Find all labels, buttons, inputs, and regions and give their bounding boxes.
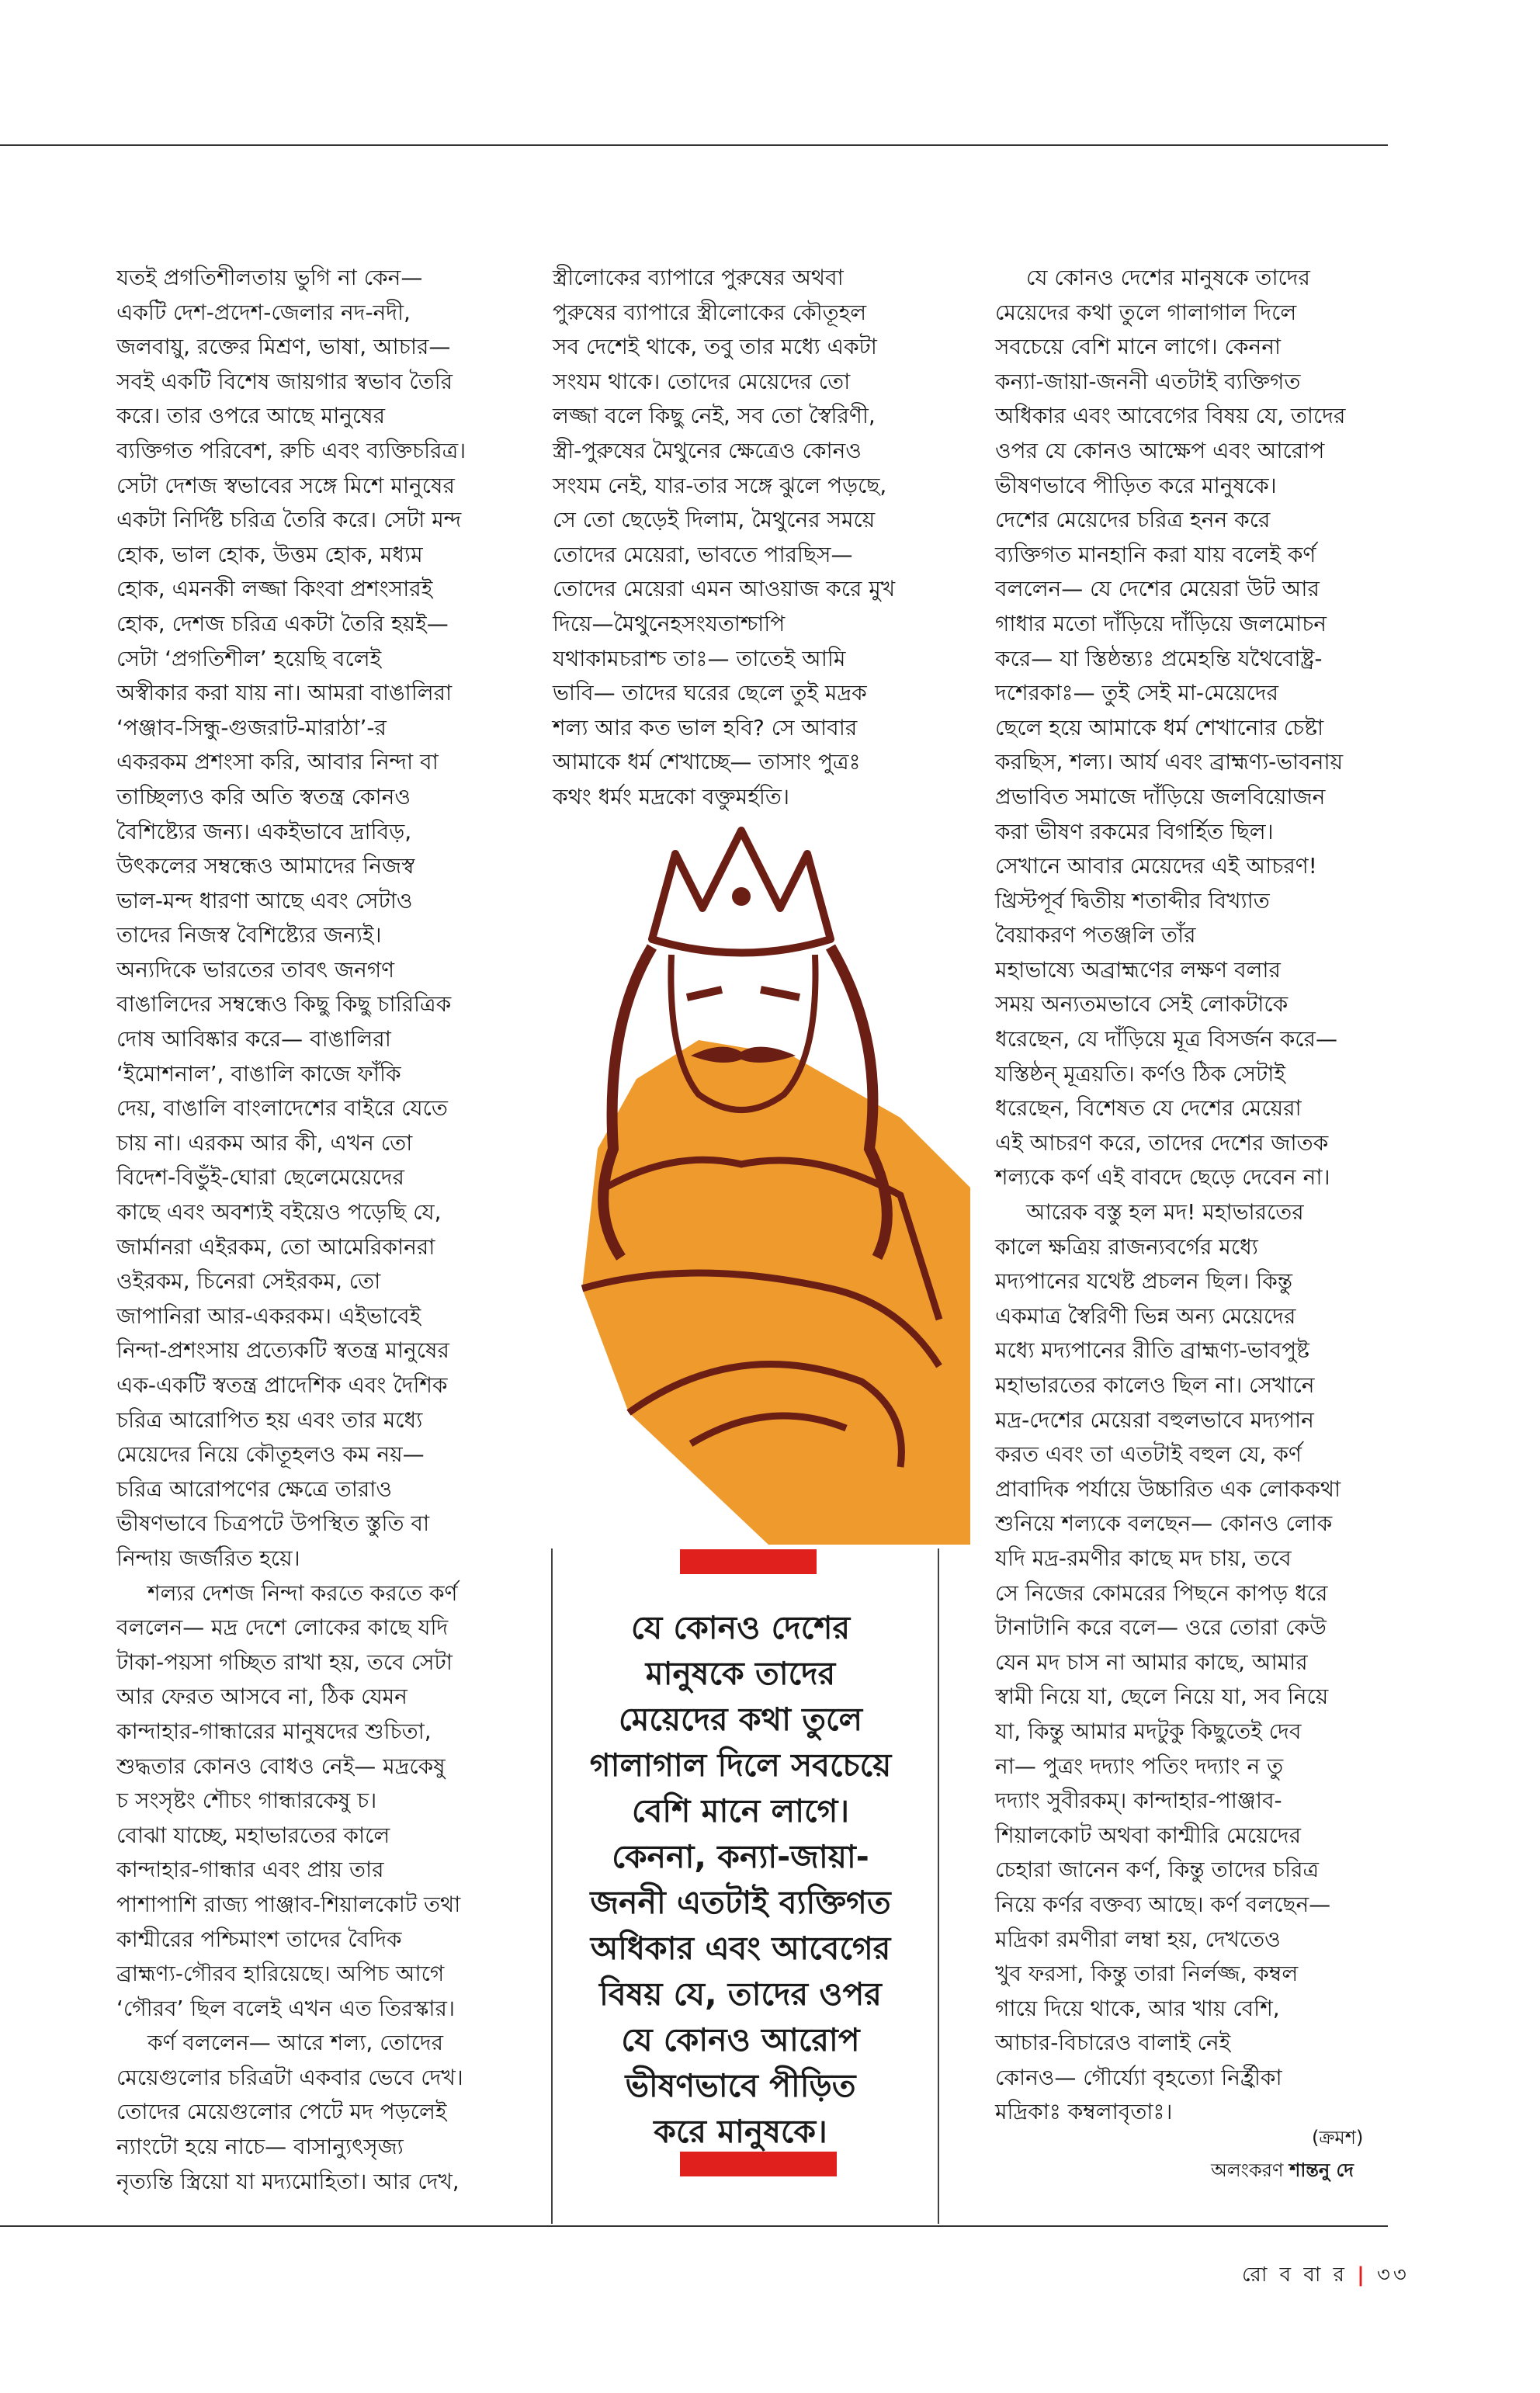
column-divider-left (551, 1549, 553, 2224)
article-line: সব দেশেই থাকে, তবু তার মধ্যে একটা (553, 334, 877, 360)
pullquote-line: গালাগাল দিলে সবচেয়ে (589, 1746, 892, 1784)
article-line: দশেরকাঃ— তুই সেই মা-মেয়েদের (995, 680, 1279, 706)
magazine-name: রো ব বা র (1242, 2263, 1348, 2287)
article-line: ভাল-মন্দ ধারণা আছে এবং সেটাও (116, 887, 413, 914)
article-line: স্বামী নিয়ে যা, ছেলে নিয়ে যা, সব নিয়ে (995, 1684, 1329, 1710)
page-footer (1242, 2259, 1410, 2293)
article-line: ভাবি— তাদের ঘরের ছেলে তুই মদ্রক (553, 680, 867, 706)
article-line: চ সংসৃষ্টং শৌচং গান্ধারকেষু চ। (116, 1788, 377, 1814)
page-number: ৩৩ (1377, 2263, 1410, 2287)
article-line: কাছে এবং অবশ্যই বইয়েও পড়েছি যে, (116, 1199, 442, 1226)
pullquote-red-bar-top (680, 1549, 817, 1574)
crowned-warrior-illustration (536, 823, 970, 1545)
article-line: উৎকলের সম্বন্ধেও আমাদের নিজস্ব (116, 853, 415, 879)
article-line: যে কোনও দেশের মানুষকে তাদের (1026, 265, 1310, 290)
article-line: ‘গৌরব’ ছিল বলেই এখন এত তিরস্কার। (116, 1995, 455, 2021)
article-line: কান্দাহার-গান্ধার এবং প্রায় তার (116, 1857, 384, 1883)
article-line: স্ত্রীলোকের ব্যাপারে পুরুষের অথবা (553, 265, 844, 290)
article-line: বোঝা যাচ্ছে, মহাভারতের কালে (116, 1822, 390, 1848)
illustration-orange-body (582, 1040, 970, 1545)
article-line: ব্রাহ্মণ্য-গৌরব হারিয়েছে। অপিচ আগে (116, 1961, 445, 1987)
article-line: কালে ক্ষত্রিয় রাজন্যবর্গের মধ্যে (995, 1233, 1258, 1260)
article-line: খ্রিস্টপূর্ব দ্বিতীয় শতাব্দীর বিখ্যাত (995, 887, 1270, 914)
illustration-credit (1211, 2156, 1354, 2187)
article-line: যদি মদ্র-রমণীর কাছে মদ চায়, তবে (995, 1545, 1292, 1571)
article-line: আমাকে ধর্ম শেখাচ্ছে— তাসাং পুত্রঃ (553, 749, 861, 775)
pullquote-line: মানুষকে তাদের (645, 1655, 836, 1692)
pullquote-line: মেয়েদের কথা তুলে (618, 1701, 863, 1738)
article-line: জাপানিরা আর-একরকম। এইভাবেই (116, 1302, 421, 1329)
article-line: পুরুষের ব্যাপারে স্ত্রীলোকের কৌতূহল (553, 299, 867, 325)
article-line: মেয়েদের নিয়ে কৌতূহলও কম নয়— (116, 1441, 425, 1468)
article-line: চরিত্র আরোপিত হয় এবং তার মধ্যে (116, 1406, 423, 1433)
article-line: কন্যা-জায়া-জননী এতটাই ব্যক্তিগত (995, 368, 1301, 394)
pullquote (578, 1605, 904, 2155)
pullquote-line: যে কোনও দেশের (630, 1609, 851, 1646)
article-line: ব্যক্তিগত মানহানি করা যায় বলেই কর্ণ (995, 541, 1316, 567)
article-line: ‘পঞ্জাব-সিন্ধু-গুজরাট-মারাঠা’-র (116, 714, 387, 740)
article-line: যতই প্রগতিশীলতায় ভুগি না কেন— (116, 265, 423, 290)
article-line: তোদের মেয়েগুলোর পেটে মদ পড়লেই (116, 2099, 447, 2125)
article-line: বললেন— মদ্র দেশে লোকের কাছে যদি (116, 1614, 449, 1641)
article-line: প্রভাবিত সমাজে দাঁড়িয়ে জলবিয়োজন (995, 783, 1326, 810)
article-line: মধ্যে মদ্যপানের রীতি ব্রাহ্মণ্য-ভাবপুষ্ট (995, 1337, 1309, 1364)
article-line: তাচ্ছিল্যও করি অতি স্বতন্ত্র কোনও (116, 783, 411, 810)
article-line: করছিস, শল্য। আর্য এবং ব্রাহ্মণ্য-ভাবনায় (995, 749, 1344, 775)
article-line: করে। তার ওপরে আছে মানুষের (116, 403, 386, 429)
continued-label: (ক্রমশ) (1312, 2127, 1364, 2148)
article-line: সংযম থাকে। তোদের মেয়েদের তো (553, 368, 851, 394)
article-line: ন্যাংটো হয়ে নাচে— বাসান্যুৎসৃজ্য (116, 2134, 404, 2160)
article-line: সংযম নেই, যার-তার সঙ্গে ঝুলে পড়ছে, (553, 472, 887, 498)
article-line: ওপর যে কোনও আক্ষেপ এবং আরোপ (995, 437, 1325, 463)
top-rule (0, 144, 1388, 146)
article-line: চায় না। এরকম আর কী, এখন তো (116, 1129, 413, 1156)
article-line: তাদের নিজস্ব বৈশিষ্ট্যের জন্যই। (116, 922, 382, 949)
article-line: একটি দেশ-প্রদেশ-জেলার নদ-নদী, (116, 299, 411, 325)
article-line: সেটা ‘প্রগতিশীল’ হয়েছি বলেই (116, 645, 382, 671)
column-divider-right (938, 1549, 939, 2224)
article-line: মদ্রিকাঃ কম্বলাবৃতাঃ। (995, 2099, 1173, 2125)
article-line: শুদ্ধতার কোনও বোধও নেই— মদ্রকেষু (116, 1753, 446, 1779)
article-line: সময় অন্যতমভাবে সেই লোকটাকে (995, 991, 1289, 1018)
article-line: মদ্যপানের যথেষ্ট প্রচলন ছিল। কিন্তু (995, 1268, 1293, 1295)
article-line: একমাত্র স্বৈরিণী ভিন্ন অন্য মেয়েদের (995, 1302, 1296, 1329)
credit-artist: শান্তনু দে (1289, 2159, 1354, 2181)
pullquote-red-bar-bottom (680, 2152, 837, 2176)
article-line: নিয়ে কর্ণর বক্তব্য আছে। কর্ণ বলছেন— (995, 1891, 1331, 1917)
article-line: গায়ে দিয়ে থাকে, আর খায় বেশি, (995, 1995, 1280, 2021)
article-line: অন্যদিকে ভারতের তাবৎ জনগণ (116, 956, 395, 983)
article-line: চরিত্র আরোপণের ক্ষেত্রে তারাও (116, 1476, 392, 1502)
article-line: তোদের মেয়েরা এমন আওয়াজ করে মুখ (553, 576, 896, 602)
article-line: হোক, দেশজ চরিত্র একটা তৈরি হয়ই— (116, 610, 449, 636)
article-line: দিয়ে—মৈথুনেহসংযতাশ্চাপি (553, 610, 786, 636)
article-line: ব্যক্তিগত পরিবেশ, রুচি এবং ব্যক্তিচরিত্র। (116, 437, 467, 463)
pullquote-line: কেননা, কন্যা-জায়া- (612, 1838, 869, 1875)
article-line: শিয়ালকোট অথবা কাশ্মীরি মেয়েদের (995, 1822, 1302, 1848)
article-line: সে নিজের কোমরের পিছনে কাপড় ধরে (995, 1580, 1328, 1606)
article-line: অধিকার এবং আবেগের বিষয় যে, তাদের (995, 403, 1346, 429)
article-line: কোনও— গৌর্য্যো বৃহত্যো নির্হ্রীকা (995, 2064, 1282, 2090)
article-line: মেয়েগুলোর চরিত্রটা একবার ভেবে দেখ। (116, 2064, 463, 2090)
article-line: গাধার মতো দাঁড়িয়ে দাঁড়িয়ে জলমোচন (995, 610, 1327, 636)
article-line: মহাভারতের কালেও ছিল না। সেখানে (995, 1372, 1315, 1398)
article-line: এক-একটি স্বতন্ত্র প্রাদেশিক এবং দৈশিক (116, 1372, 448, 1398)
article-line: শল্য আর কত ভাল হবি? সে আবার (553, 714, 858, 740)
article-line: বৈয়াকরণ পতঞ্জলি তাঁর (995, 922, 1196, 949)
article-line: লজ্জা বলে কিছু নেই, সব তো স্বৈরিণী, (553, 403, 876, 429)
article-line: ছেলে হয়ে আমাকে ধর্ম শেখানোর চেষ্টা (995, 714, 1324, 740)
article-line: জার্মানরা এইরকম, তো আমেরিকানরা (116, 1233, 435, 1260)
article-line: অস্বীকার করা যায় না। আমরা বাঙালিরা (116, 680, 453, 706)
article-line: বাঙালিদের সম্বন্ধেও কিছু কিছু চারিত্রিক (116, 991, 452, 1018)
article-line: কথং ধর্মং মদ্রকো বক্তুমর্হতি। (553, 783, 789, 810)
article-line: ধরেছেন, যে দাঁড়িয়ে মূত্র বিসর্জন করে— (995, 1026, 1337, 1053)
article-line: ধরেছেন, বিশেষত যে দেশের মেয়েরা (995, 1095, 1302, 1122)
pullquote-line: যে কোনও আরোপ (621, 2021, 860, 2058)
pullquote-line: বেশি মানে লাগে। (631, 1792, 850, 1829)
article-line: খুব ফরসা, কিন্তু তারা নির্লজ্জ, কম্বল (995, 1961, 1299, 1987)
article-line: একরকম প্রশংসা করি, আবার নিন্দা বা (116, 749, 439, 775)
article-line: ‘ইমোশনাল’, বাঙালি কাজে ফাঁকি (116, 1060, 401, 1087)
article-line: যথাকামচরাশ্চ তাঃ— তাতেই আমি (553, 645, 846, 671)
article-line: মেয়েদের কথা তুলে গালাগাল দিলে (995, 299, 1297, 325)
article-line: হোক, এমনকী লজ্জা কিংবা প্রশংসারই (116, 576, 433, 602)
article-line: ভীষণভাবে চিত্রপটে উপস্থিত স্তুতি বা (116, 1510, 430, 1537)
pullquote-line: ভীষণভাবে পীড়িত (625, 2067, 856, 2104)
article-line: কাশ্মীরের পশ্চিমাংশ তাদের বৈদিক (116, 1926, 402, 1952)
article-line: শল্যকে কর্ণ এই বাবদে ছেড়ে দেবেন না। (995, 1164, 1330, 1191)
article-line: তোদের মেয়েরা, ভাবতে পারছিস— (553, 541, 853, 567)
pullquote-line: বিষয় যে, তাদের ওপর (599, 1975, 882, 2013)
pullquote-line: জননী এতটাই ব্যক্তিগত (590, 1884, 891, 1921)
article-line: টানাটানি করে বলে— ওরে তোরা কেউ (995, 1614, 1327, 1641)
article-line: যা, কিন্তু আমার মদটুকু কিছুতেই দেব (995, 1718, 1302, 1744)
article-line: স্ত্রী-পুরুষের মৈথুনের ক্ষেত্রেও কোনও (553, 437, 862, 463)
article-line: আচার-বিচারেও বালাই নেই (995, 2030, 1231, 2056)
article-line: শল্যর দেশজ নিন্দা করতে করতে কর্ণ (147, 1580, 458, 1606)
article-line: দেয়, বাঙালি বাংলাদেশের বাইরে যেতে (116, 1095, 448, 1122)
article-line: নিন্দায় জর্জরিত হয়ে। (116, 1545, 300, 1571)
article-line: দদ্যাং সুবীরকম্। কান্দাহার-পাঞ্জাব- (995, 1788, 1282, 1814)
pullquote-line: অধিকার এবং আবেগের (590, 1930, 891, 1967)
article-line: না— পুত্রং দদ্যাং পতিং দদ্যাং ন তু (995, 1753, 1284, 1779)
article-line: যস্তিষ্ঠন্ মূত্রয়তি। কর্ণও ঠিক সেটাই (995, 1060, 1285, 1087)
pullquote-line: করে মানুষকে। (654, 2113, 827, 2150)
article-line: দেশের মেয়েদের চরিত্র হনন করে (995, 507, 1271, 533)
credit-label: অলংকরণ (1211, 2159, 1284, 2181)
article-line: সেটা দেশজ স্বভাবের সঙ্গে মিশে মানুষের (116, 472, 455, 498)
article-line: হোক, ভাল হোক, উত্তম হোক, মধ্যম (116, 541, 423, 567)
article-line: করা ভীষণ রকমের বিগর্হিত ছিল। (995, 818, 1274, 844)
article-line: আর ফেরত আসবে না, ঠিক যেমন (116, 1684, 408, 1710)
article-line: নৃত্যন্তি স্ত্রিয়ো যা মদ্যমোহিতা। আর দেখ, (116, 2168, 460, 2194)
article-line: মদ্রিকা রমণীরা লম্বা হয়, দেখতেও (995, 1926, 1281, 1952)
article-line: টাকা-পয়সা গচ্ছিত রাখা হয়, তবে সেটা (116, 1649, 453, 1675)
article-line: বিদেশ-বিভুঁই-ঘোরা ছেলেমেয়েদের (116, 1164, 404, 1191)
article-line: নিন্দা-প্রশংসায় প্রত্যেকটি স্বতন্ত্র মানুষের (116, 1337, 449, 1364)
article-line: সেখানে আবার মেয়েদের এই আচরণ! (995, 853, 1317, 879)
article-line: বৈশিষ্ট্যের জন্য। একইভাবে দ্রাবিড়, (116, 818, 412, 844)
article-line: দোষ আবিষ্কার করে— বাঙালিরা (116, 1026, 391, 1053)
bottom-rule (0, 2225, 1388, 2227)
article-column-1 (116, 261, 466, 2199)
article-line: করে— যা স্তিষ্ঠন্ত্যঃ প্রমেহন্তি যথৈবোষ্ট্র- (995, 645, 1323, 671)
article-line: একটা নির্দিষ্ট চরিত্র তৈরি করে। সেটা মন্দ (116, 507, 462, 533)
article-column-2 (553, 261, 895, 815)
article-line: কর্ণ বললেন— আরে শল্য, তোদের (147, 2030, 444, 2056)
article-line: এই আচরণ করে, তাদের দেশের জাতক (995, 1129, 1329, 1156)
article-line: আরেক বস্তু হল মদ! মহাভারতের (1026, 1199, 1304, 1226)
article-line: প্রাবাদিক পর্যায়ে উচ্চারিত এক লোককথা (995, 1476, 1341, 1502)
footer-separator: | (1357, 2263, 1368, 2287)
article-line: করত এবং তা এতটাই বহুল যে, কর্ণ (995, 1441, 1302, 1468)
article-column-3 (995, 261, 1345, 2130)
article-line: সবচেয়ে বেশি মানে লাগে। কেননা (995, 334, 1282, 360)
article-line: মহাভাষ্যে অব্রাহ্মণের লক্ষণ বলার (995, 956, 1281, 983)
article-line: শুনিয়ে শল্যকে বলছেন— কোনও লোক (995, 1510, 1333, 1537)
article-line: সে তো ছেড়েই দিলাম, মৈথুনের সময়ে (553, 507, 876, 533)
article-line: পাশাপাশি রাজ্য পাঞ্জাব-শিয়ালকোট তথা (116, 1891, 461, 1917)
article-line: বললেন— যে দেশের মেয়েরা উট আর (995, 576, 1320, 602)
article-line: জলবায়ু, রক্তের মিশ্রণ, ভাষা, আচার— (116, 334, 451, 360)
article-line: যেন মদ চাস না আমার কাছে, আমার (995, 1649, 1308, 1675)
article-line: মদ্র-দেশের মেয়েরা বহুলভাবে মদ্যপান (995, 1406, 1314, 1433)
article-line: কান্দাহার-গান্ধারের মানুষদের শুচিতা, (116, 1718, 432, 1744)
article-line: ওইরকম, চিনেরা সেইরকম, তো (116, 1268, 381, 1295)
article-line: সবই একটি বিশেষ জায়গার স্বভাব তৈরি (116, 368, 453, 394)
article-line: ভীষণভাবে পীড়িত করে মানুষকে। (995, 472, 1277, 498)
article-line: চেহারা জানেন কর্ণ, কিন্তু তাদের চরিত্র (995, 1857, 1320, 1883)
